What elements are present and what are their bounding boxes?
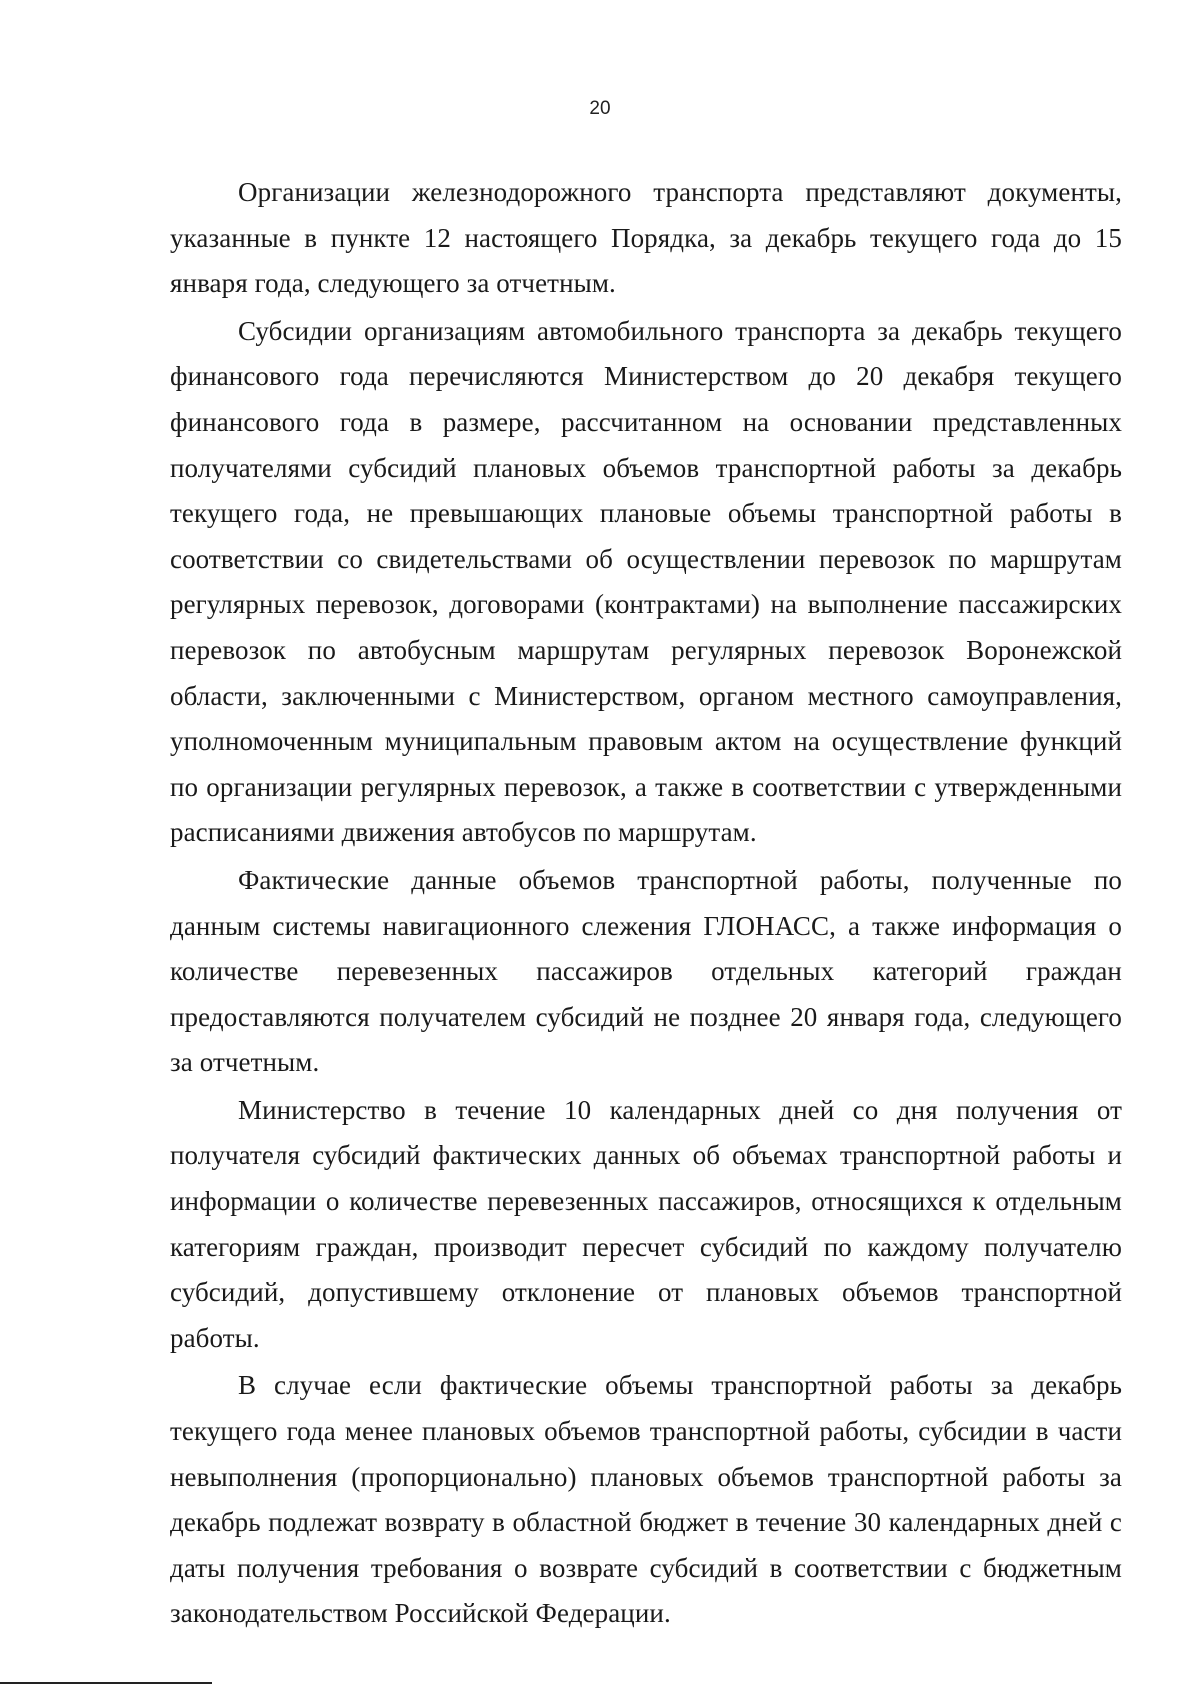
page-number: 20 bbox=[589, 98, 611, 119]
paragraph-railway-documents: Организации железнодорожного транспорта представляют документы, указанные в пункте 12 настоящего Порядка, за декабрь текущего года до 15 января года, следующего за отчетным. bbox=[170, 177, 1122, 299]
footnote-divider bbox=[0, 1682, 212, 1684]
paragraph-glonass-data: Фактические данные объемов транспортной работы, полученные по данным системы навигационного слежения ГЛОНАСС, а также информация о количестве перевезенных пассажиров отдельных категорий граждан предоставляются получателем субсидий не позднее 20 января года, следующего за отчетным. bbox=[170, 864, 1122, 1078]
paragraph-recalculation: Министерство в течение 10 календарных дней со дня получения от получателя субсидий фактических данных об объемах транспортной работы и информации о количестве перевезенных пассажиров, относящихся к отдельным категориям граждан, производит пересчет субсидий по каждому получателю субсидий, допустившему отклонение от плановых объемов транспортной работы. bbox=[170, 1094, 1122, 1353]
paragraph-road-transport-subsidies: Субсидии организациям автомобильного транспорта за декабрь текущего финансового года перечисляются Министерством до 20 декабря текущего финансового года в размере, рассчитанном на основании представленных получателями субсидий плановых объемов транспортной работы за декабрь текущего года, не превышающих плановые объемы транспортной работы в соответствии со свидетельствами об осуществлении перевозок по маршрутам регулярных перевозок, договорами (контрактами) на выполнение пассажирских перевозок по автобусным маршрутам регулярных перевозок Воронежской области, заключенными с Министерством, органом местного самоуправления, уполномоченным муниципальным правовым актом на осуществление функций по организации регулярных перевозок, а также в соответствии с утвержденными расписаниями движения автобусов по маршрутам. bbox=[170, 315, 1122, 848]
paragraph-refund: В случае если фактические объемы транспортной работы за декабрь текущего года менее плановых объемов транспортной работы, субсидии в части невыполнения (пропорционально) плановых объемов транспортной работы за декабрь подлежат возврату в областной бюджет в течение 30 календарных дней с даты получения требования о возврате субсидий в соответствии с бюджетным законодательством Российской Федерации. bbox=[170, 1370, 1122, 1629]
document-body bbox=[170, 170, 1122, 1637]
